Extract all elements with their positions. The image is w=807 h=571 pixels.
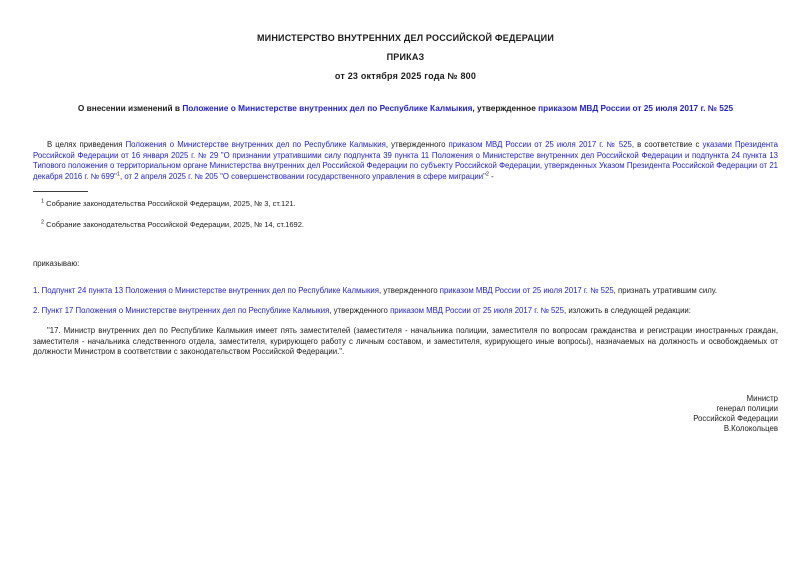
footnote-ref-1: 1: [116, 171, 121, 178]
item-1-text-1: , утвержденного: [378, 285, 440, 295]
footnote-2: [33, 220, 778, 229]
item-2-link-point-17[interactable]: 2. Пункт 17 Положения о Министерстве внутренних дел по Республике Калмыкия: [33, 305, 330, 315]
document-title: [33, 103, 778, 114]
footnote-1: [33, 199, 778, 208]
signature-rank-2: Российской Федерации: [693, 413, 778, 423]
title-text-2: , утвержденное: [472, 103, 539, 113]
item-2-link-order-525[interactable]: приказом МВД России от 25 июля 2017 г. № 525: [390, 305, 564, 315]
item-1-text-2: , признать утратившим силу.: [613, 285, 718, 295]
preamble-link-order-525[interactable]: приказом МВД России от 25 июля 2017 г. № 525: [448, 140, 632, 149]
preamble-text-1: В целях приведения: [47, 140, 126, 149]
preamble-link-regulation[interactable]: Положения о Министерстве внутренних дел по Республике Калмыкия: [125, 140, 386, 149]
ministry-name: МИНИСТЕРСТВО ВНУТРЕННИХ ДЕЛ РОССИЙСКОЙ ФЕДЕРАЦИИ: [256, 33, 555, 43]
item-1-link-order-525[interactable]: приказом МВД России от 25 июля 2017 г. № 525: [439, 285, 614, 295]
title-text-1: О внесении изменений в: [77, 103, 183, 113]
preamble-paragraph: [33, 140, 778, 182]
preamble-text-5: -: [488, 171, 494, 181]
item-1-link-subpoint[interactable]: 1. Подпункт 24 пункта 13 Положения о Министерстве внутренних дел по Республике Калмыкия: [33, 285, 379, 295]
order-word: приказываю:: [33, 259, 80, 269]
footnote-1-text: Собрание законодательства Российской Федерации, 2025, № 3, ст.121.: [44, 199, 296, 209]
document-type: ПРИКАЗ: [386, 52, 425, 62]
title-link-regulation[interactable]: Положение о Министерстве внутренних дел по Республике Калмыкия: [182, 103, 473, 113]
title-link-order-525[interactable]: приказом МВД России от 25 июля 2017 г. № 525: [538, 103, 734, 113]
new-edition-paragraph: "17. Министр внутренних дел по Республике Калмыкия имеет пять заместителей (заместителя - начальника полиции, заместителя по вопросам гражданства и регистрации иностранных граждан, заместителя - начальника следственного отдела, заместителя, курирующего работу с личным составом, и заместителя, курирующего иные вопросы), назначаемых на должность и освобождаемых от должности Министром в соответствии с законодательством Российской Федерации.".: [33, 326, 778, 357]
order-item-1: [33, 286, 778, 297]
signature-block: [33, 394, 778, 434]
item-2-text-2: , изложить в следующей редакции:: [563, 305, 691, 315]
footnote-2-text: Собрание законодательства Российской Федерации, 2025, № 14, ст.1692.: [44, 220, 304, 230]
footnote-1-marker: 1: [41, 198, 45, 205]
preamble-text-2: , утвержденного: [385, 140, 449, 149]
signature-post: Министр: [746, 393, 778, 403]
order-item-2: [33, 306, 778, 317]
item-2-text-1: , утвержденного: [329, 305, 391, 315]
footnote-ref-2: 2: [485, 171, 489, 178]
preamble-link-decree-205[interactable]: от 2 апреля 2025 г. № 205 "О совершенствовании государственного управления в сфере миграции": [124, 171, 486, 181]
preamble-text-3: , в соответствие с: [631, 140, 703, 149]
footnote-separator: [33, 191, 88, 192]
preamble-text-4: ,: [120, 171, 125, 181]
signature-name: В.Колокольцев: [723, 423, 778, 433]
signature-rank-1: генерал полиции: [716, 403, 778, 413]
document-header: [33, 33, 778, 81]
preamble-link-decree-699[interactable]: указами Президента Российской Федерации от 16 января 2025 г. № 29 "О признании утратившими силу подпункта 39 пункта 11 Положения о Министерстве внутренних дел Российской Федерации и подпункта 24 пункта 13 Типового положения о территориальном органе Министерства внутренних дел Российской Федерации по субъекту Российской Федерации, утвержденных Указом Президента Российской Федерации от 21 декабря 2016 г. № 699": [33, 140, 778, 181]
footnote-2-marker: 2: [41, 219, 45, 226]
document-date-number: от 23 октября 2025 года № 800: [334, 71, 477, 81]
